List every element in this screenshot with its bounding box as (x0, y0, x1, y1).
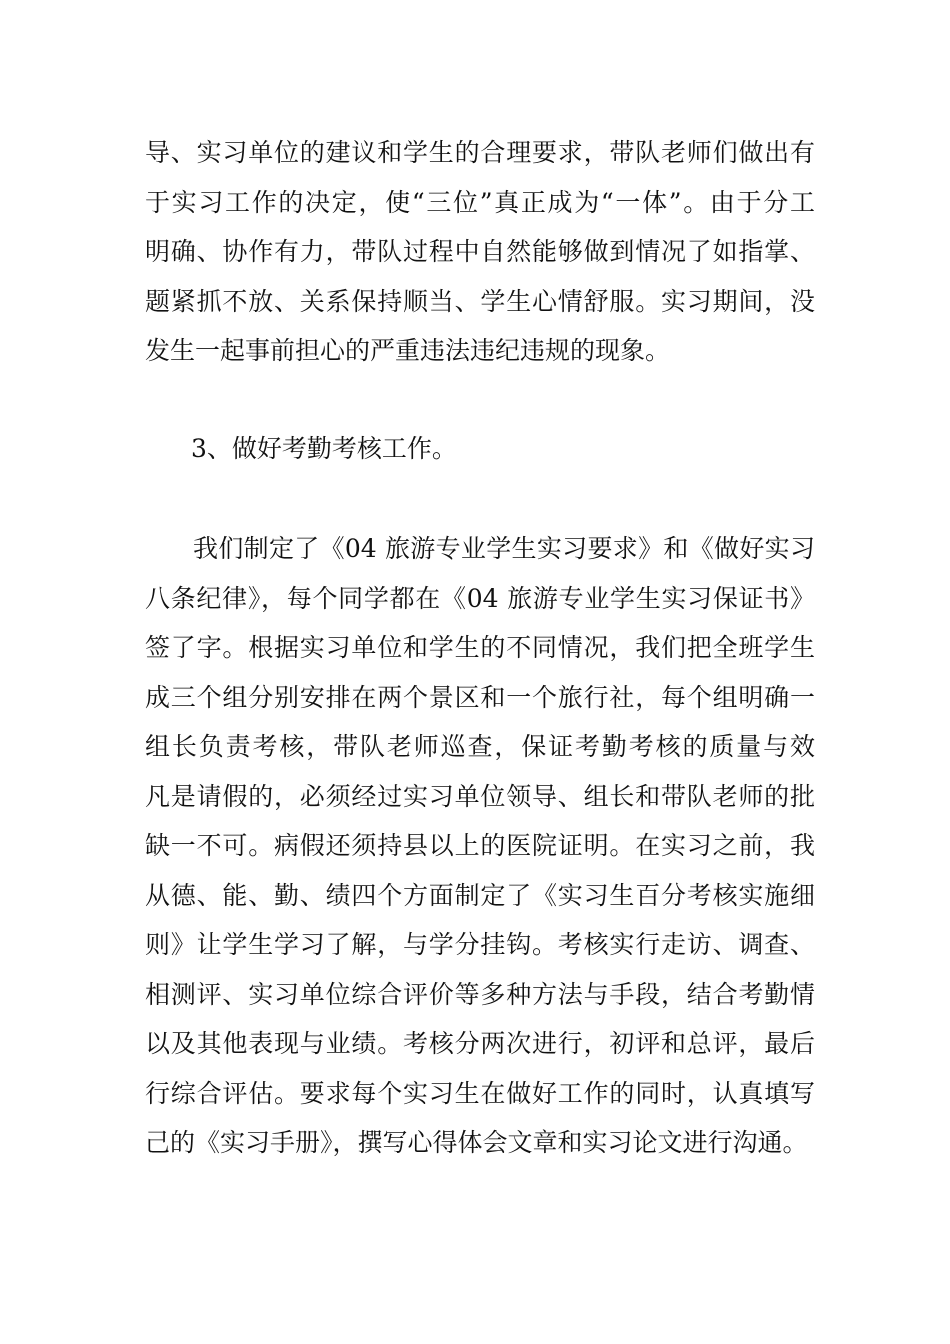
paragraph-line: 我们制定了《04 旅游专业学生实习要求》和《做好实习 (193, 534, 815, 563)
paragraph-line: 则》让学生学习了解，与学分挂钩。考核实行走访、调查、 (145, 930, 815, 959)
paragraph-line: 组长负责考核，带队老师巡查，保证考勤考核的质量与效 (145, 732, 815, 761)
paragraph-line: 缺一不可。病假还须持县以上的医院证明。在实习之前，我 (145, 831, 815, 860)
paragraph-line: 发生一起事前担心的严重违法违纪违规的现象。 (145, 336, 671, 365)
paragraph-line: 题紧抓不放、关系保持顺当、学生心情舒服。实习期间，没 (145, 286, 815, 316)
paragraph-line: 己的《实习手册》，撰写心得体会文章和实习论文进行沟通。 (145, 1128, 808, 1157)
section-heading: 3、做好考勤考核工作。 (191, 434, 457, 463)
paragraph-line: 于实习工作的决定，使“三位”真正成为“一体”。由于分工 (145, 187, 815, 217)
paragraph-line: 成三个组分别安排在两个景区和一个旅行社，每个组明确一 (145, 682, 815, 712)
paragraph-line: 八条纪律》，每个同学都在《04 旅游专业学生实习保证书》 (145, 583, 815, 613)
paragraph-line: 从德、能、勤、绩四个方面制定了《实习生百分考核实施细 (145, 880, 815, 910)
paragraph-line: 明确、协作有力，带队过程中自然能够做到情况了如指掌、 (145, 237, 815, 266)
paragraph-line: 相测评、实习单位综合评价等多种方法与手段，结合考勤情 (145, 979, 815, 1009)
paragraph-main (145, 524, 815, 1168)
paragraph-line: 行综合评估。要求每个实习生在做好工作的同时，认真填写 (145, 1078, 815, 1108)
paragraph-line: 签了字。根据实习单位和学生的不同情况，我们把全班学生 (145, 633, 815, 662)
paragraph-line: 凡是请假的，必须经过实习单位领导、组长和带队老师的批 (145, 781, 815, 811)
paragraph-continued (145, 128, 815, 376)
paragraph-line: 导、实习单位的建议和学生的合理要求，带队老师们做出有 (145, 138, 815, 167)
paragraph-line: 以及其他表现与业绩。考核分两次进行，初评和总评，最后 (145, 1029, 815, 1058)
